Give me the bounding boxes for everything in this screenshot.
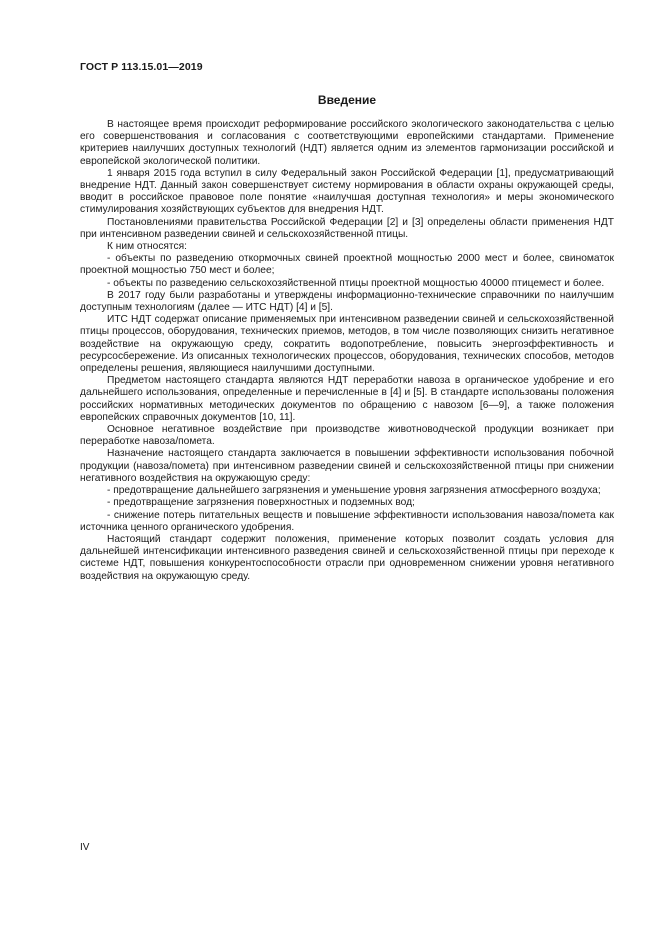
list-item: - предотвращение загрязнения поверхностных и подземных вод; — [107, 497, 415, 509]
paragraph: В 2017 году были разработаны и утверждены информационно-технические справочники по наилучшим доступным технологиям (далее — ИТС НДТ) [4] и [5]. — [80, 289, 614, 314]
list-item: - предотвращение дальнейшего загрязнения и уменьшение уровня загрязнения атмосферного воздуха; — [107, 485, 601, 497]
paragraph: Предметом настоящего стандарта являются НДТ переработки навоза в органическое удобрение и его дальнейшего использования, определенные и перечисленные в [4] и [5]. В стандарте использованы положения российских нормативных методических документов по обращению с навозом [6—9], а также положения европейских справочных документов [10, 11]. — [80, 375, 614, 423]
list-item: - объекты по разведению сельскохозяйственной птицы проектной мощностью 40000 птицемест и более. — [107, 277, 605, 289]
paragraph: В настоящее время происходит реформирование российского экологического законодательства с целью его совершенствования и согласования с соответствующими европейскими стандартами. Применение критериев наилучших доступных технологий (НДТ) является одним из элементов гармонизации российской и европейской экологической политики. — [80, 119, 614, 167]
section-title: Введение — [317, 93, 377, 107]
paragraph: 1 января 2015 года вступил в силу Федеральный закон Российской Федерации [1], предусматривающий внедрение НДТ. Данный закон совершенствует систему нормирования в области охраны окружающей среды, вводит в российское правовое поле понятие «наилучшая доступная технология» и меры экономического стимулирования хозяйствующих субъектов для внедрения НДТ. — [80, 167, 614, 216]
paragraph: К ним относятся: — [107, 241, 187, 253]
paragraph: Настоящий стандарт содержит положения, применение которых позволит создать условия для дальнейшей интенсификации интенсивного разведения свиней и сельскохозяйственной птицы при переходе к системе НДТ, повышения конкурентоспособности отрасли при одновременном снижении уровня негативного воздействия на окружающую среду. — [80, 533, 614, 582]
list-item: - объекты по разведению откормочных свиней проектной мощностью 2000 мест и более, свиноматок проектной мощностью 750 мест и более; — [80, 253, 614, 277]
document-body — [80, 119, 614, 583]
page-number: IV — [80, 842, 90, 853]
list-item: - снижение потерь питательных веществ и повышение эффективности использования навоза/помета как источника ценного органического удобрения. — [80, 509, 614, 533]
paragraph: Постановлениями правительства Российской Федерации [2] и [3] определены области применения НДТ при интенсивном разведении свиней и сельскохозяйственной птицы. — [80, 216, 614, 240]
paragraph: Назначение настоящего стандарта заключается в повышении эффективности использования побочной продукции (навоза/помета) при интенсивном разведении свиней и сельскохозяйственной птицы при снижении негативного воздействия на окружающую среду: — [80, 448, 614, 484]
standard-code-header: ГОСТ Р 113.15.01—2019 — [80, 61, 203, 73]
paragraph: ИТС НДТ содержат описание применяемых при интенсивном разведении свиней и сельскохозяйственной птицы процессов, оборудования, технических приемов, методов, в том числе позволяющих снизить негативное воздействие на окружающую среду, сократить водопотребление, повысить энергоэффективность и ресурсосбережение. Из описанных технологических процессов, оборудования, технических способов, методов определены решения, являющиеся наилучшими доступными. — [80, 314, 614, 375]
paragraph: Основное негативное воздействие при производстве животноводческой продукции возникает при переработке навоза/помета. — [80, 424, 614, 448]
